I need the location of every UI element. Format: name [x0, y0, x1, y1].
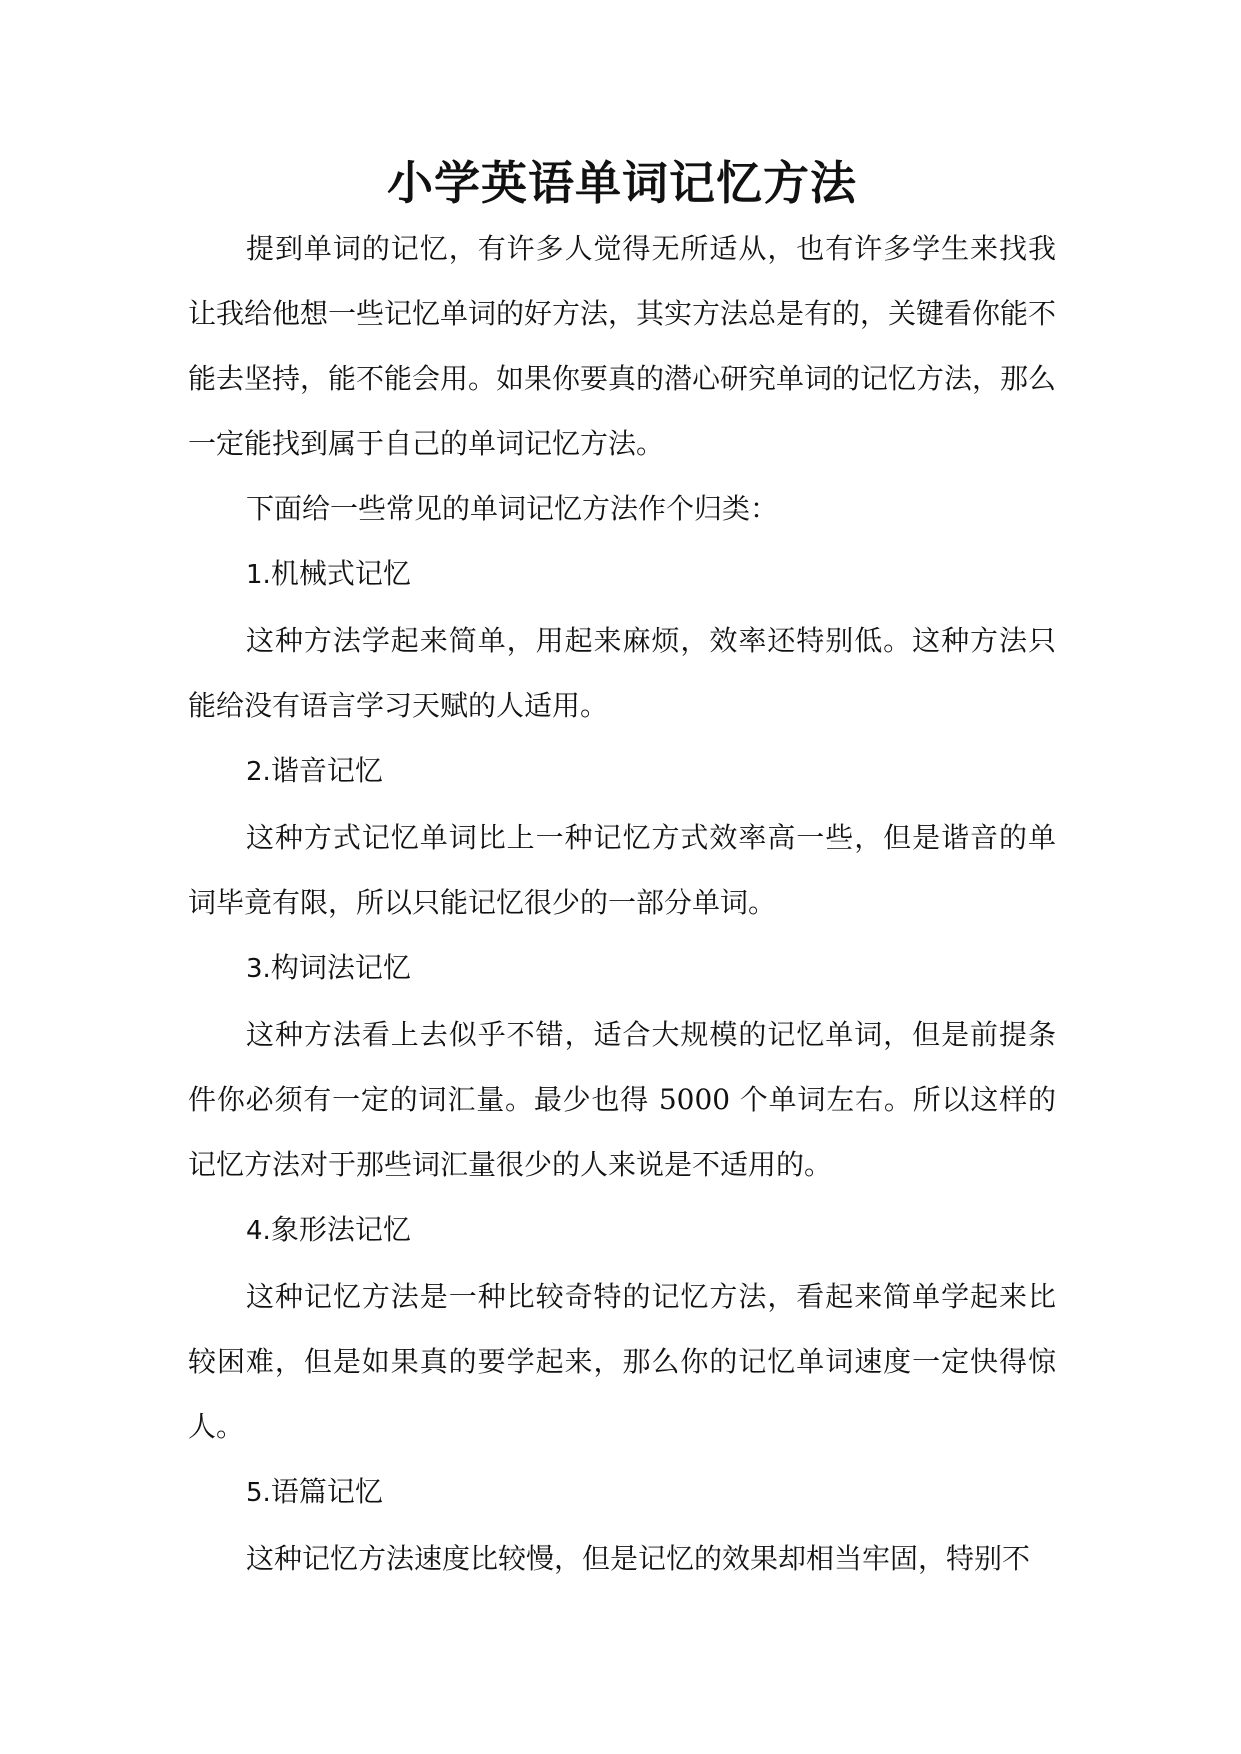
section-heading-1 [188, 541, 1056, 608]
intro-paragraph: 提到单词的记忆，有许多人觉得无所适从，也有许多学生来找我让我给他想一些记忆单词的好方法，其实方法总是有的，关键看你能不能去坚持，能不能会用。如果你要真的潜心研究单词的记忆方法，那么一定能找到属于自己的单词记忆方法。 [188, 232, 1057, 460]
section-heading-5 [188, 1459, 1056, 1526]
section-heading-text: 构词法记忆 [270, 951, 411, 984]
document-title: 小学英语单词记忆方法 [387, 156, 857, 210]
section-body-2: 这种方式记忆单词比上一种记忆方式效率高一些，但是谐音的单词毕竟有限，所以只能记忆很少的一部分单词。 [188, 821, 1056, 919]
section-number: 2. [246, 757, 271, 787]
section-body-5: 这种记忆方法速度比较慢，但是记忆的效果却相当牢固，特别不 [246, 1542, 1031, 1575]
section-heading-text: 语篇记忆 [270, 1475, 383, 1508]
section-number: 5. [246, 1478, 271, 1508]
section-heading-2 [188, 738, 1056, 805]
section-number: 3. [246, 954, 271, 984]
section-heading-text: 谐音记忆 [270, 754, 383, 787]
section-heading-4 [188, 1197, 1056, 1264]
section-heading-3 [188, 935, 1056, 1002]
section-number: 4. [246, 1216, 271, 1246]
lead-paragraph: 下面给一些常见的单词记忆方法作个归类： [246, 492, 779, 525]
section-body-3: 这种方法看上去似乎不错，适合大规模的记忆单词，但是前提条件你必须有一定的词汇量。最少也得 5000 个单词左右。所以这样的记忆方法对于那些词汇量很少的人来说是不适用的。 [188, 1018, 1056, 1181]
section-number: 1. [246, 560, 271, 590]
section-heading-text: 象形法记忆 [270, 1213, 411, 1246]
document-body [188, 150, 1056, 1591]
section-body-4: 这种记忆方法是一种比较奇特的记忆方法，看起来简单学起来比较困难，但是如果真的要学起来，那么你的记忆单词速度一定快得惊人。 [188, 1280, 1056, 1443]
section-body-1: 这种方法学起来简单，用起来麻烦，效率还特别低。这种方法只能给没有语言学习天赋的人适用。 [188, 624, 1056, 722]
section-heading-text: 机械式记忆 [270, 557, 411, 590]
